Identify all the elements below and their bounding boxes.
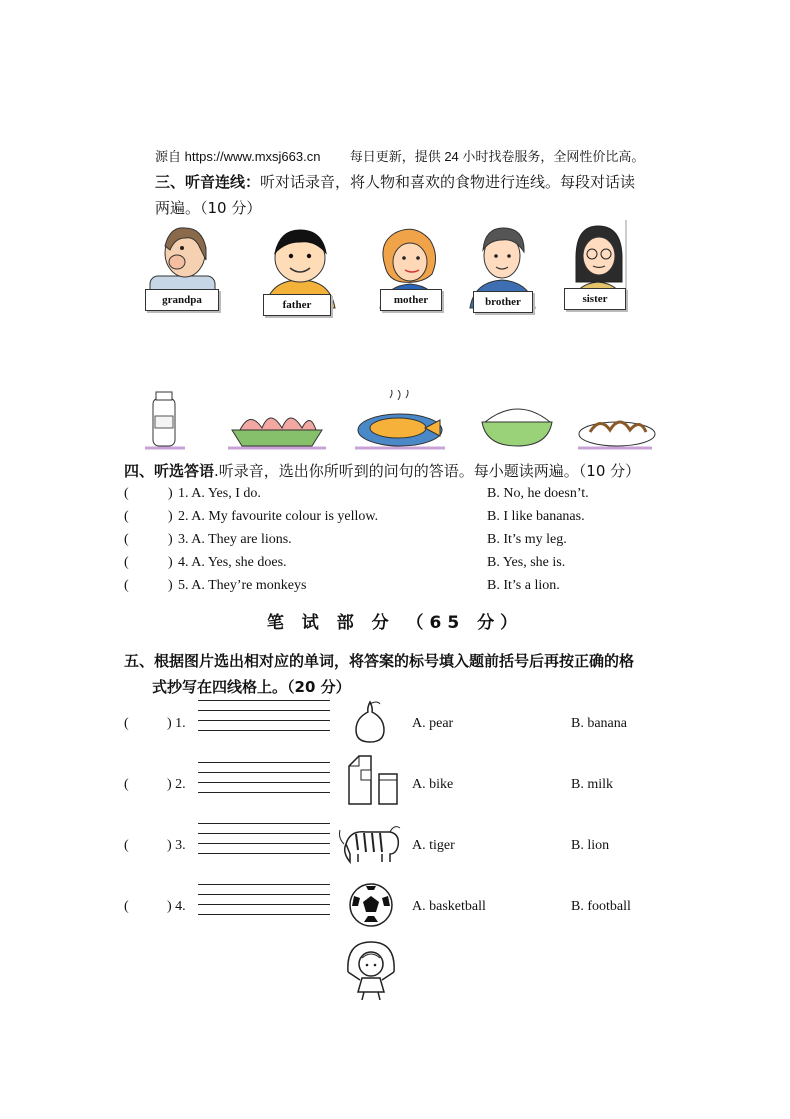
- q5-1-writing-lines[interactable]: [198, 700, 330, 740]
- section5-title: 五、根据图片选出相对应的单词，将答案的标号填入题前括号后再按正确的格: [124, 652, 635, 670]
- section5-title-2: 式抄写在四线格上。（20 分）: [152, 678, 351, 696]
- section4-title: 四、听选答语: [124, 462, 215, 480]
- q4-2-option-b: B. I like bananas.: [487, 509, 585, 524]
- label-grandpa: grandpa: [145, 289, 219, 311]
- q5-1-number: ) 1.: [167, 716, 186, 731]
- q5-3-writing-lines[interactable]: [198, 823, 330, 863]
- section3-title: 三、听音连线：: [155, 173, 261, 191]
- q5-2-number: ) 2.: [167, 777, 186, 792]
- q5-4-paren-open[interactable]: (: [124, 899, 129, 914]
- q4-2-paren-open[interactable]: (: [124, 509, 129, 524]
- section4-instruction: .听录音，选出你所听到的问句的答语。每小题读两遍。（10 分）: [214, 462, 641, 480]
- label-father: father: [263, 294, 331, 316]
- label-brother: brother: [473, 291, 533, 313]
- noodles-icon: [579, 422, 655, 446]
- source-notice: 每日更新，提供 24 小时找卷服务，全网性价比高。: [349, 149, 645, 164]
- q4-1-option-a: 1. A. Yes, I do.: [178, 486, 261, 501]
- q4-2-option-a: 2. A. My favourite colour is yellow.: [178, 509, 379, 524]
- q5-1-option-a: A. pear: [412, 716, 454, 731]
- q5-4-number: ) 4.: [167, 899, 186, 914]
- q4-1-option-b: B. No, he doesn’t.: [487, 486, 589, 501]
- q4-5-option-a: 5. A. They’re monkeys: [178, 578, 307, 593]
- q4-5-option-b: B. It’s a lion.: [487, 578, 560, 593]
- pear-icon: [350, 698, 390, 744]
- section3-instruction-2: 两遍。（10 分）: [155, 199, 262, 217]
- q4-1-paren-close: ): [168, 486, 173, 501]
- section3-instruction-1: 听对话录音，将人物和喜欢的食物进行连线。每段对话读: [260, 173, 636, 191]
- q5-2-paren-open[interactable]: (: [124, 777, 129, 792]
- q5-4-option-b: B. football: [571, 899, 631, 914]
- fish-dish-icon: [358, 390, 442, 446]
- q5-2-option-b: B. milk: [571, 777, 614, 792]
- q4-4-paren-open[interactable]: (: [124, 555, 129, 570]
- q5-3-option-b: B. lion: [571, 838, 610, 853]
- q5-2-writing-lines[interactable]: [198, 762, 330, 802]
- q4-3-paren-close: ): [168, 532, 173, 547]
- section4-heading: [124, 458, 774, 484]
- meat-dish-icon: [232, 418, 322, 446]
- q5-2-option-a: A. bike: [412, 777, 454, 792]
- source-prefix: 源自: [155, 149, 182, 164]
- q5-3-number: ) 3.: [167, 838, 186, 853]
- source-line: [155, 146, 644, 165]
- food-illustrations: [140, 390, 660, 452]
- written-part-title: 笔 试 部 分 （65 分）: [266, 613, 524, 633]
- q5-4-option-a: A. basketball: [412, 899, 486, 914]
- q5-1-option-b: B. banana: [571, 716, 627, 731]
- q4-4-option-a: 4. A. Yes, she does.: [178, 555, 287, 570]
- q4-4-option-b: B. Yes, she is.: [487, 555, 566, 570]
- q4-4-paren-close: ): [168, 555, 173, 570]
- q4-3-option-b: B. It’s my leg.: [487, 532, 567, 547]
- q5-3-option-a: A. tiger: [412, 838, 455, 853]
- q4-3-option-a: 3. A. They are lions.: [178, 532, 292, 547]
- milk-bottle-icon: [153, 392, 175, 446]
- q4-3-paren-open[interactable]: (: [124, 532, 129, 547]
- section3-heading: [155, 169, 675, 221]
- section5-heading: [124, 648, 684, 700]
- q5-4-writing-lines[interactable]: [198, 884, 330, 924]
- q4-1-paren-open[interactable]: (: [124, 486, 129, 501]
- football-icon: [348, 882, 394, 928]
- q5-1-paren-open[interactable]: (: [124, 716, 129, 731]
- milk-icon: [345, 752, 403, 808]
- rice-bowl-icon: [482, 409, 552, 446]
- q4-2-paren-close: ): [168, 509, 173, 524]
- source-url[interactable]: https://www.mxsj663.cn: [184, 149, 321, 164]
- jump-rope-girl-icon: [340, 938, 402, 1004]
- q4-5-paren-close: ): [168, 578, 173, 593]
- tiger-icon: [336, 818, 402, 864]
- label-mother: mother: [380, 289, 442, 311]
- q4-5-paren-open[interactable]: (: [124, 578, 129, 593]
- label-sister: sister: [564, 288, 626, 310]
- q5-3-paren-open[interactable]: (: [124, 838, 129, 853]
